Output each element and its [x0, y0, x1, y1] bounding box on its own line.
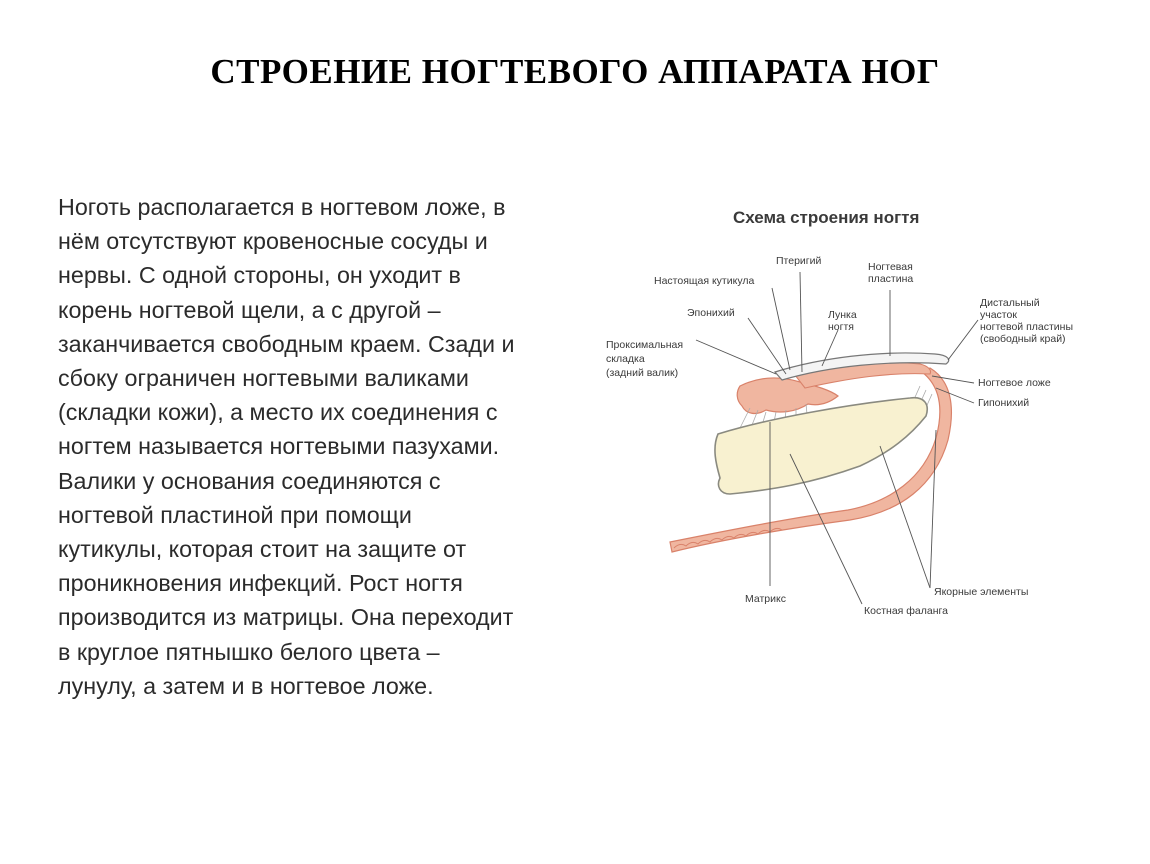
- label-lunula-2: ногтя: [828, 321, 854, 333]
- bone-phalanx-shape: [715, 398, 927, 494]
- body-line: заканчивается свободным краем. Сзади и: [58, 330, 515, 357]
- label-nail-plate-1: Ногтевая: [868, 261, 913, 273]
- label-proximal-3: (задний валик): [606, 367, 679, 379]
- label-distal-4: (свободный край): [980, 333, 1066, 345]
- slide-title: СТРОЕНИЕ НОГТЕВОГО АППАРАТА НОГ: [210, 52, 940, 91]
- body-line: ногтевой пластиной при помощи: [58, 501, 412, 528]
- body-line: проникновения инфекций. Рост ногтя: [58, 570, 463, 597]
- diagram-title: Схема строения ногтя: [733, 208, 920, 227]
- body-line: корень ногтевой щели, а с другой –: [58, 296, 441, 323]
- label-proximal-1: Проксимальная: [606, 339, 684, 351]
- body-line: Валики у основания соединяются с: [58, 467, 441, 494]
- label-distal-3: ногтевой пластины: [980, 321, 1074, 333]
- label-proximal-2: складка: [606, 353, 645, 365]
- body-line: в круглое пятнышко белого цвета –: [58, 638, 440, 665]
- body-line: лунулу, а затем и в ногтевое ложе.: [58, 672, 434, 699]
- label-anchor-elements: Якорные элементы: [934, 586, 1029, 598]
- label-true-cuticle: Настоящая кутикула: [654, 275, 755, 287]
- body-text: [58, 190, 588, 703]
- label-distal-2: участок: [980, 309, 1017, 321]
- label-eponychium: Эпонихий: [687, 307, 735, 319]
- label-nail-plate-2: пластина: [868, 273, 914, 285]
- body-line: производится из матрицы. Она переходит: [58, 604, 514, 631]
- label-pterygium: Птеригий: [776, 255, 822, 267]
- body-line: нём отсутствуют кровеносные сосуды и: [58, 228, 488, 255]
- label-bone-phalanx: Костная фаланга: [864, 605, 948, 617]
- label-nail-bed: Ногтевое ложе: [978, 377, 1051, 389]
- body-line: (складки кожи), а место их соединения с: [58, 399, 498, 426]
- label-lunula-1: Лунка: [828, 309, 857, 321]
- label-distal-1: Дистальный: [980, 297, 1040, 309]
- body-line: ногтем называется ногтевыми пазухами.: [58, 433, 500, 460]
- body-line: Ноготь располагается в ногтевом ложе, в: [58, 194, 506, 220]
- label-hyponychium: Гипонихий: [978, 397, 1030, 409]
- nail-structure-diagram: [590, 190, 1110, 630]
- body-line: нервы. С одной стороны, он уходит в: [58, 262, 461, 289]
- body-line: сбоку ограничен ногтевыми валиками: [58, 365, 469, 392]
- label-matrix: Матрикс: [745, 593, 786, 605]
- body-line: кутикулы, которая стоит на защите от: [58, 536, 467, 563]
